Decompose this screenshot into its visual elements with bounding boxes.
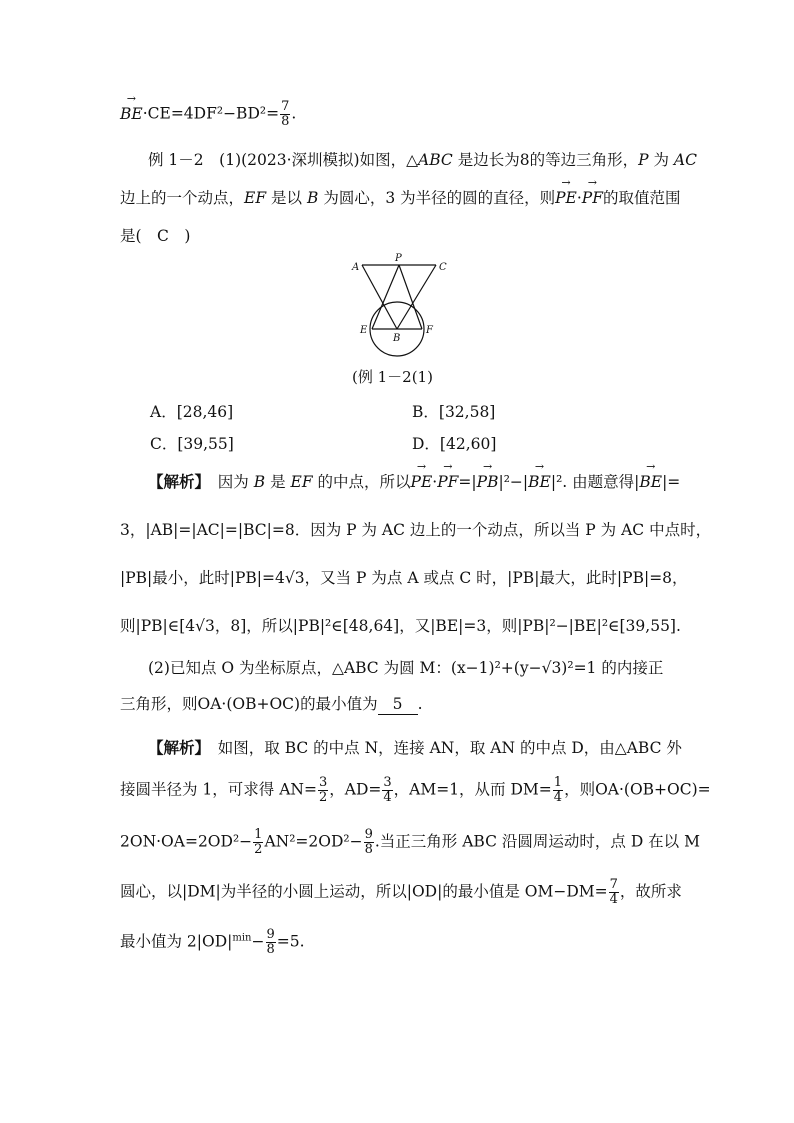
solution-2-line-5: 最小值为 $2|OD|^{min}-$ $\frac{9}{8}$ =5.	[120, 927, 305, 957]
label-a: A	[352, 262, 360, 273]
option-d[interactable]: D．[42,60]	[412, 435, 497, 453]
example-line-3: 是( C )	[120, 227, 191, 245]
figure-caption: (例 1－2(1)	[352, 368, 433, 386]
solution-1-line-3: |PB|最小，此时|PB|=4√3，又当 P 为点 A 或点 C 时，|PB|最大，此时|PB|=8，	[120, 569, 688, 587]
option-a[interactable]: A．[28,46]	[150, 403, 234, 421]
solution-2-line-2: 接圆半径为 1，可求得 AN= $\frac{3}{2}$ ，AD= $\frac{3}{4}$ ，AM=1，从而 DM= $\frac{1}{4}$ ，则OA·(OB+OC)=	[120, 775, 711, 805]
geometry-figure	[340, 250, 460, 362]
option-b[interactable]: B．[32,58]	[412, 403, 496, 421]
option-c[interactable]: C．[39,55]	[150, 435, 234, 453]
segment-ab	[362, 265, 397, 329]
solution-2-line-3: 2ON·OA=2OD²− $\frac{1}{2}$ AN²=2OD²− $\frac{9}{8}$ .当正三角形 ABC 沿圆周运动时，点 D 在以 M	[120, 827, 700, 857]
label-e: E	[360, 325, 368, 336]
question-2-line-1: (2)已知点 O 为坐标原点，△ABC 为圆 M：(x−1)²+(y−√3)²=1 的内接正	[148, 659, 664, 677]
solution-1-line-2: 3，|AB|=|AC|=|BC|=8．因为 P 为 AC 边上的一个动点，所以当 P 为 AC 中点时，	[120, 521, 712, 539]
label-c: C	[439, 262, 447, 273]
label-f: F	[426, 325, 433, 336]
example-line-2: 边上的一个动点，EF 是以 B 为圆心，3 为半径的圆的直径，则→ PE·→ PF的取值范围	[120, 188, 680, 208]
line-1: → BE·CE=4DF²−BD²= $\frac{7}{8}$ .	[120, 100, 680, 129]
example-heading: 例 1－2 (1)(2023·深圳模拟)如图，△ABC 是边长为8的等边三角形，P 为 AC	[148, 151, 697, 169]
solution-2-line-1: 【解析】 如图，取 BC 的中点 N，连接 AN，取 AN 的中点 D，由△ABC 外	[148, 738, 682, 757]
segment-pe	[372, 265, 399, 329]
solution-1-line-4: 则|PB|∈[4√3，8]，所以|PB|²∈[48,64]，又|BE|=3，则|PB|²−|BE|²∈[39,55].	[120, 617, 681, 635]
answer-blank: 5	[378, 694, 418, 715]
label-b: B	[393, 333, 401, 344]
solution-1-line-1: 【解析】 因为 B 是 EF 的中点，所以→ PE·→ PF=|→ PB|²−|→ BE|². 由题意得|→ BE|=	[148, 472, 708, 492]
label-p: P	[395, 253, 402, 264]
solution-2-line-4: 圆心，以|DM|为半径的小圆上运动，所以|OD|的最小值是 OM−DM= $\frac{7}{4}$ ，故所求	[120, 877, 682, 907]
question-2-line-2: 三角形，则OA·(OB+OC)的最小值为 5 .	[120, 695, 423, 713]
